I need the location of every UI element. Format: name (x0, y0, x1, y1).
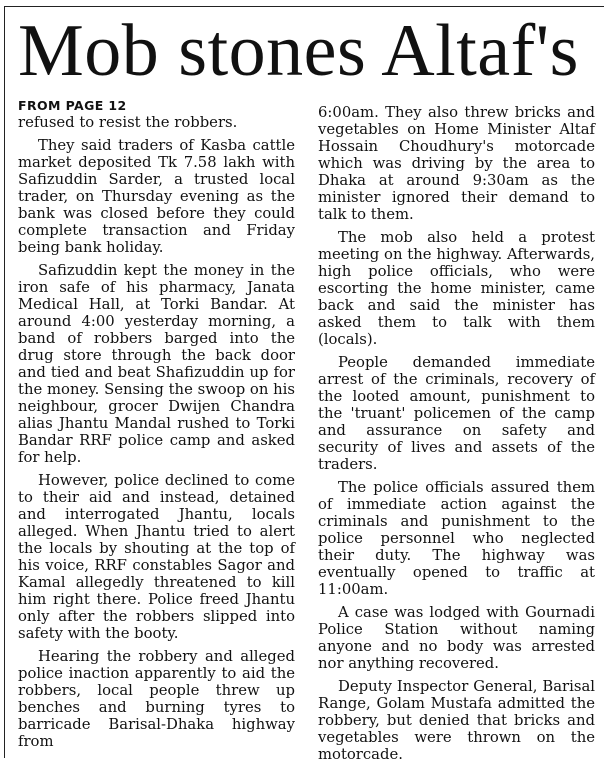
right-column (318, 104, 595, 769)
left-column (18, 98, 295, 756)
paragraph: However, police declined to come to their aid and instead, detained and interrogated Jhantu, locals alleged. When Jhantu tried to alert the locals by shouting at the top of his voice, RRF constables Sagor and Kamal allegedly threatened to kill him right there. Police freed Jhantu only after the robbers slipped into safety with the booty. (18, 472, 295, 642)
paragraph: The mob also held a protest meeting on the highway. Afterwards, high police officials, who were escorting the home minister, came back and said the minister has asked them to talk with them (locals). (318, 229, 595, 348)
paragraph: 6:00am. They also threw bricks and vegetables on Home Minister Altaf Hossain Choudhury's motorcade which was driving by the area to Dhaka at around 9:30am as the minister ignored their demand to talk to them. (318, 104, 595, 223)
paragraph: Hearing the robbery and alleged police inaction apparently to aid the robbers, local people threw up benches and burning tyres to barricade Barisal-Dhaka highway from (18, 648, 295, 750)
paragraph: They said traders of Kasba cattle market deposited Tk 7.58 lakh with Safizuddin Sarder, a trusted local trader, on Thursday evening as the bank was closed before they could complete transaction and Friday being bank holiday. (18, 137, 295, 256)
paragraph: People demanded immediate arrest of the criminals, recovery of the looted amount, punishment to the 'truant' policemen of the camp and assurance on safety and security of lives and assets of the traders. (318, 354, 595, 473)
continuation-kicker: FROM PAGE 12 (18, 98, 127, 113)
paragraph: The police officials assured them of immediate action against the criminals and punishment to the police personnel who neglected their duty. The highway was eventually opened to traffic at 11:00am. (318, 479, 595, 598)
paragraph: Safizuddin kept the money in the iron safe of his pharmacy, Janata Medical Hall, at Torki Bandar. At around 4:00 yesterday morning, a band of robbers barged into the drug store through the back door and tied and beat Shafizuddin up for the money. Sensing the swoop on his neighbour, grocer Dwijen Chandra alias Jhantu Mandal rushed to Torki Bandar RRF police camp and asked for help. (18, 262, 295, 466)
paragraph: Deputy Inspector General, Barisal Range, Golam Mustafa admitted the robbery, but denied that bricks and vegetables were thrown on the motorcade. (318, 678, 595, 763)
headline: Mob stones Altaf's (18, 10, 579, 92)
paragraph: A case was lodged with Gournadi Police Station without naming anyone and no body was arrested nor anything recovered. (318, 604, 595, 672)
paragraph: refused to resist the robbers. (18, 114, 238, 131)
